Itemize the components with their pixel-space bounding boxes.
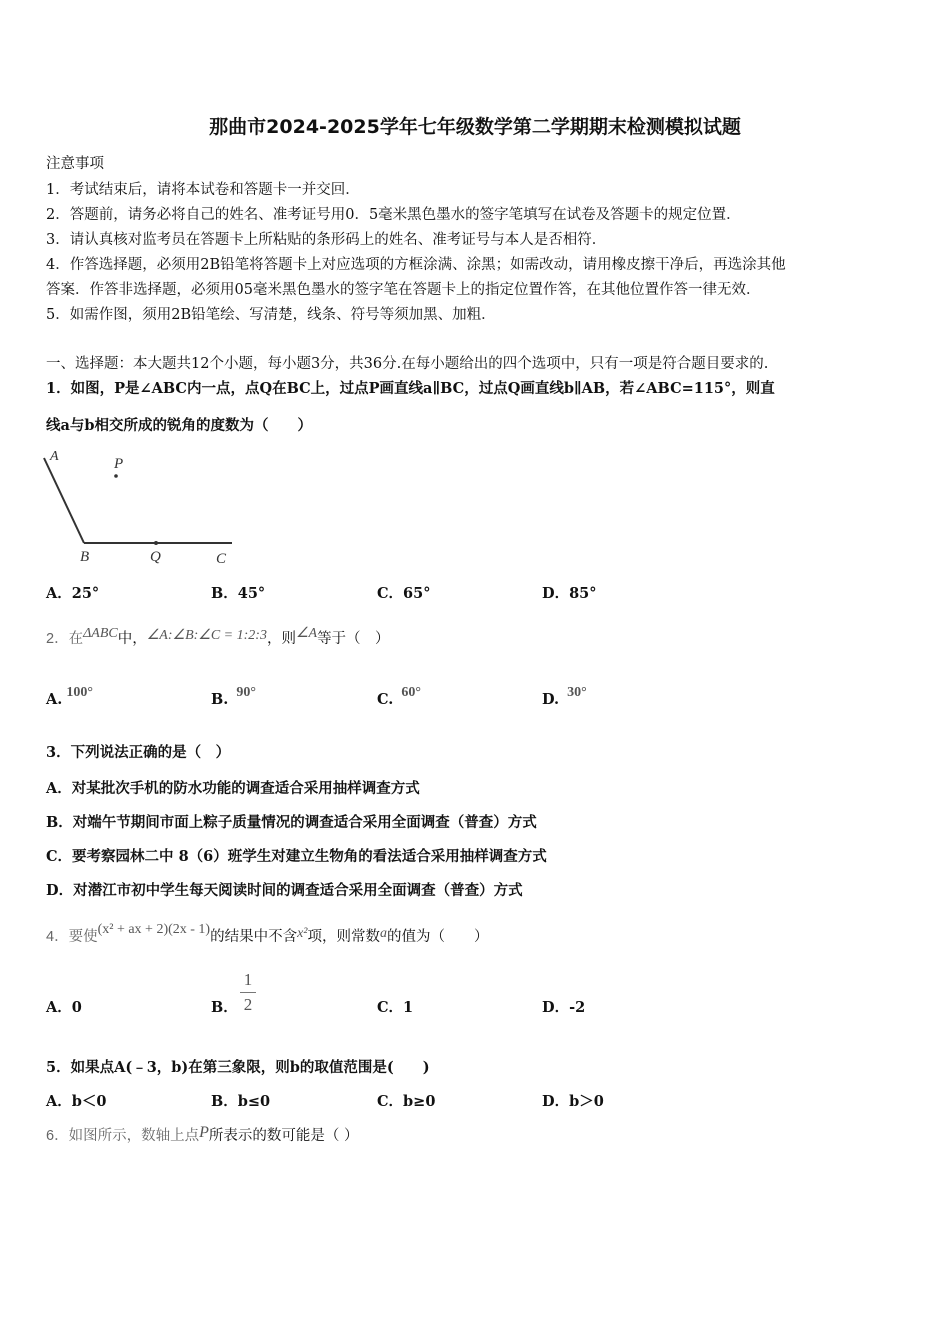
q4-mid: 的结果中不含 — [210, 929, 298, 945]
q4-prefix: 4．要使 — [46, 929, 98, 945]
notice-item-3: 3．请认真核对监考员在答题卡上所粘贴的条形码上的姓名、准考证号与本人是否相符． — [46, 232, 607, 248]
q4-option-b-fraction — [238, 970, 258, 1015]
point-p — [114, 474, 118, 478]
q1-stem-line1: 1．如图，P是∠ABC内一点，点Q在BC上，过点P画直线a∥BC，过点Q画直线b∥AB，若∠ABC=115°，则直 — [46, 380, 775, 397]
q6-var: P — [199, 1124, 209, 1141]
q1-option-c[interactable]: C．65° — [377, 585, 431, 602]
q6-stem — [46, 1124, 358, 1145]
q2-option-c[interactable] — [377, 685, 421, 709]
q4-option-c[interactable]: C．1 — [377, 999, 414, 1016]
q4-stem — [46, 922, 489, 946]
q2-ratio: ∠A:∠B:∠C = 1:2:3 — [146, 628, 267, 643]
label-c: C — [216, 551, 227, 567]
q2-option-d-value: 30° — [567, 685, 587, 700]
q6-suffix: 所表示的数可能是（ ） — [208, 1128, 359, 1144]
q2-stem — [46, 627, 390, 648]
q2-option-c-value: 60° — [401, 685, 421, 700]
q4-option-a[interactable]: A．0 — [46, 999, 82, 1016]
fraction-bar — [240, 992, 256, 993]
q5-option-b[interactable]: B．b≤0 — [211, 1093, 271, 1110]
q2-triangle: ΔABC — [83, 626, 118, 641]
q4-option-b-label: B． — [211, 999, 238, 1016]
q2-option-c-label: C. — [377, 691, 394, 708]
q1-option-d[interactable]: D．85° — [542, 585, 597, 602]
q3-option-c[interactable]: C．要考察园林二中 8（6）班学生对建立生物角的看法适合采用抽样调查方式 — [46, 848, 547, 865]
notice-item-4-cont: 答案．作答非选择题，必须用05毫米黑色墨水的签字笔在答题卡上的指定位置作答，在其他位置作答一律无效． — [46, 282, 761, 298]
q2-option-a[interactable] — [46, 685, 93, 709]
q3-option-b[interactable]: B．对端午节期间市面上粽子质量情况的调查适合采用全面调查（普查）方式 — [46, 814, 537, 831]
q2-angle: ∠A — [295, 626, 318, 641]
section-heading: 一、选择题：本大题共12个小题，每小题3分，共36分.在每小题给出的四个选项中，只有一项是符合题目要求的. — [46, 356, 769, 372]
q3-option-d[interactable]: D．对潜江市初中学生每天阅读时间的调查适合采用全面调查（普查）方式 — [46, 882, 523, 899]
fraction-numerator: 1 — [243, 970, 253, 989]
fraction-denominator: 2 — [243, 995, 253, 1014]
q2-option-d-label: D. — [542, 691, 560, 708]
label-q: Q — [150, 549, 161, 565]
segment-ab — [44, 458, 84, 543]
q5-option-d[interactable]: D．b＞0 — [542, 1093, 604, 1110]
q2-mid: 中， — [117, 631, 147, 647]
notice-item-1: 1．考试结束后，请将本试卷和答题卡一并交回． — [46, 182, 360, 198]
q2-option-a-value: 100° — [66, 685, 93, 700]
q2-option-d[interactable] — [542, 685, 587, 709]
point-q — [154, 541, 158, 545]
q4-term: x² — [297, 926, 308, 941]
q2-suffix: 等于（ ） — [317, 631, 390, 647]
q5-stem: 5．如果点A(﹣3，b)在第三象限，则b的取值范围是( ) — [46, 1059, 430, 1076]
label-p: P — [114, 456, 124, 472]
q4-option-d[interactable]: D．-2 — [542, 999, 586, 1016]
notice-item-4: 4．作答选择题，必须用2B铅笔将答题卡上对应选项的方框涂满、涂黑；如需改动，请用橡皮擦干净后，再选涂其他 — [46, 257, 786, 273]
q5-option-c[interactable]: C．b≥0 — [377, 1093, 436, 1110]
label-b: B — [80, 549, 90, 565]
q2-option-b[interactable] — [211, 685, 256, 709]
label-a: A — [50, 449, 59, 464]
page-title: 那曲市2024-2025学年七年级数学第二学期期末检测模拟试题 — [209, 116, 741, 138]
q4-suffix: 的值为（ ） — [387, 929, 489, 945]
notice-item-5: 5．如需作图，须用2B铅笔绘、写清楚，线条、符号等须加黑、加粗． — [46, 307, 496, 323]
q3-stem: 3．下列说法正确的是（ ） — [46, 744, 231, 761]
q4-mid2: 项，则常数 — [307, 929, 381, 945]
q2-option-a-label: A. — [46, 691, 63, 708]
q1-stem-line2: 线a与b相交所成的锐角的度数为（ ） — [46, 417, 313, 434]
q1-figure — [40, 444, 240, 574]
q2-then: ，则 — [266, 631, 296, 647]
notice-item-2: 2．答题前，请务必将自己的姓名、准考证号用0．5毫米黑色墨水的签字笔填写在试卷及答题卡的规定位置． — [46, 207, 741, 223]
q5-option-a[interactable]: A．b＜0 — [46, 1093, 107, 1110]
q1-option-a[interactable]: A．25° — [46, 585, 100, 602]
q2-option-b-label: B. — [211, 691, 229, 708]
q1-option-b[interactable]: B．45° — [211, 585, 266, 602]
notice-heading: 注意事项 — [46, 156, 104, 172]
q6-prefix: 6．如图所示，数轴上点 — [46, 1128, 200, 1144]
q4-var: a — [380, 926, 388, 941]
q3-option-a[interactable]: A．对某批次手机的防水功能的调查适合采用抽样调查方式 — [46, 780, 420, 797]
q4-option-b[interactable] — [211, 996, 238, 1017]
q2-prefix: 2．在 — [46, 631, 84, 647]
q2-option-b-value: 90° — [236, 685, 256, 700]
q4-expression: (x² + ax + 2)(2x - 1) — [97, 922, 211, 937]
